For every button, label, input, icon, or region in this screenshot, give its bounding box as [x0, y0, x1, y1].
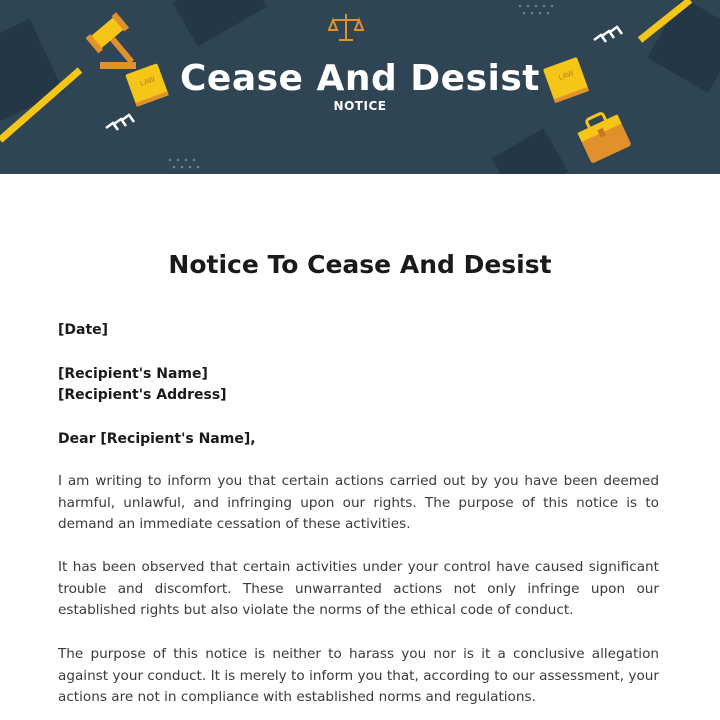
- date-field: [Date]: [58, 322, 109, 338]
- briefcase-icon: [574, 107, 632, 164]
- document-title: Notice To Cease And Desist: [168, 250, 552, 279]
- paragraph: The purpose of this notice is neither to harass you nor is it a conclusive allegation against your conduct. It is merely to inform you that, according to our assessment, your actions are not in compliance with established norms and regulations.: [58, 646, 659, 705]
- chevrons-icon: [594, 27, 622, 42]
- recipient-name-field: [Recipient's Name]: [58, 366, 208, 382]
- chevrons-icon: [106, 115, 134, 130]
- recipient-address-field: [Recipient's Address]: [58, 387, 227, 403]
- banner-title: Cease And Desist: [179, 58, 540, 99]
- decor-shape: [492, 128, 569, 174]
- salutation: Dear [Recipient's Name],: [58, 431, 256, 447]
- header-banner: [0, 0, 720, 174]
- banner-subtitle: NOTICE: [333, 99, 387, 113]
- paragraph: It has been observed that certain activities under your control have caused significant trouble and discomfort. These unwarranted actions not only infringe upon our established rights but also violate the norms of the ethical code of conduct.: [58, 559, 659, 618]
- decor-shape: [173, 0, 267, 47]
- svg-text:LAW: LAW: [138, 75, 157, 88]
- scales-icon: [329, 14, 363, 40]
- svg-text:LAW: LAW: [557, 69, 575, 83]
- paragraph: I am writing to inform you that certain actions carried out by you have been deemed harmful, unlawful, and infringing upon our rights. The purpose of this notice is to demand an immediate cessation of these activities.: [58, 473, 659, 532]
